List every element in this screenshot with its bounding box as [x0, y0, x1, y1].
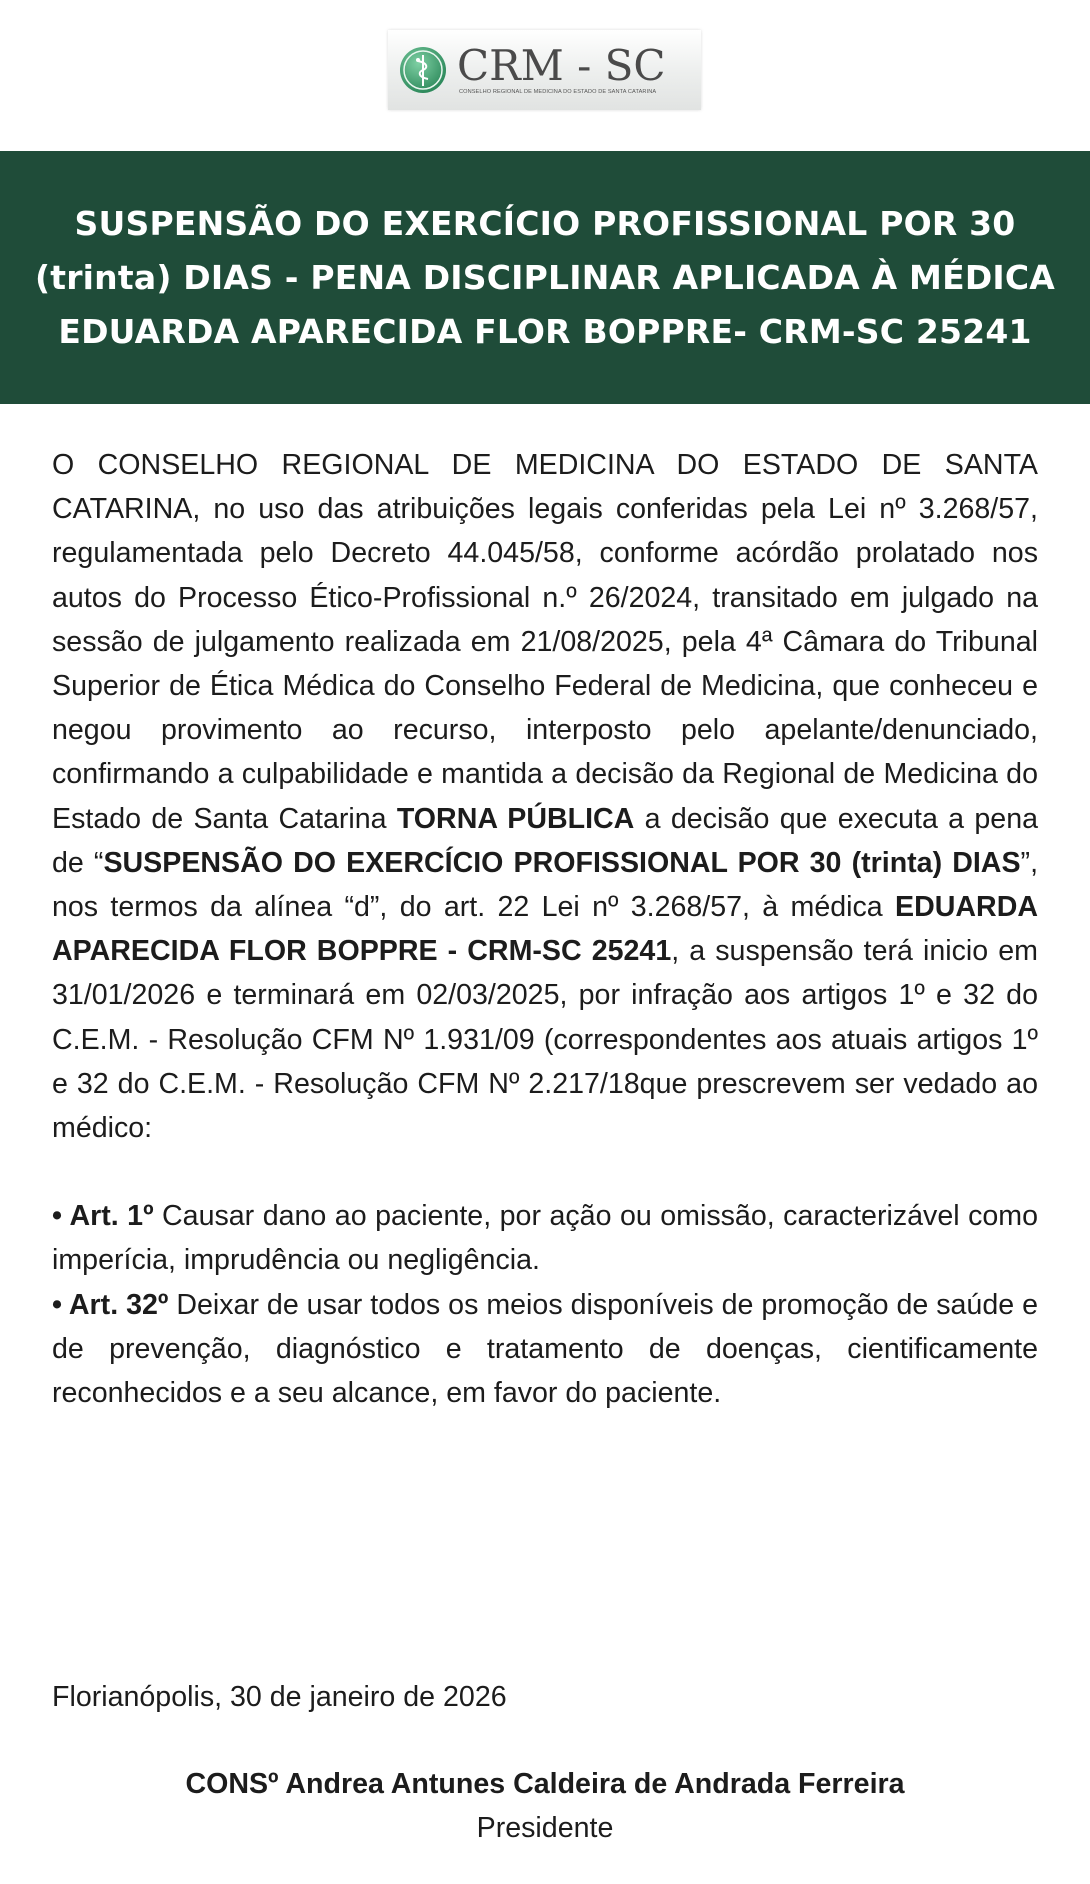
logo-name: CRM - SC	[457, 41, 666, 90]
article-text: Causar dano ao paciente, por ação ou omissão, caracterizável como imperícia, imprudência ou negligência.	[52, 1200, 1038, 1277]
signatory-name: CONSº Andrea Antunes Caldeira de Andrada Ferreira	[185, 1768, 905, 1800]
notice-text-4: , a suspensão terá inicio em 31/01/2026 e terminará em 02/03/2025, por infração aos artigos 1º e 32 do C.E.M. - Resolução CFM Nº 1.931/09 (correspondentes aos atuais artigos 1º e 32 do C.E.M. - Resolução CFM Nº 2.217/18que prescrevem ser vedado ao médico:	[52, 935, 1038, 1145]
article-text: Deixar de usar todos os meios disponíveis de promoção de saúde e de prevenção, diagnóstico e tratamento de doenças, cientificamente reconhecidos e a seu alcance, em favor do paciente.	[52, 1288, 1038, 1410]
page-title: SUSPENSÃO DO EXERCÍCIO PROFISSIONAL POR 30 (trinta) DIAS - PENA DISCIPLINAR APLICADA À MÉDICA EDUARDA APARECIDA FLOR BOPPRE- CRM-SC 25241	[34, 203, 1056, 351]
caduceus-emblem-icon	[398, 45, 448, 95]
article-item	[52, 1283, 1038, 1416]
signature-block	[0, 1762, 1090, 1850]
penalty-text: SUSPENSÃO DO EXERCÍCIO PROFISSIONAL POR 30 (trinta) DIAS	[103, 846, 1021, 879]
notice-paragraph	[52, 443, 1038, 1150]
article-label: • Art. 1º	[52, 1200, 154, 1233]
notice-body	[52, 443, 1038, 1415]
notice-text-3: ”, nos termos da alínea “d”, do art. 22 Lei nº 3.268/57, à médica	[52, 846, 1039, 924]
signatory-role: Presidente	[476, 1812, 614, 1844]
doctor-name: EDUARDA APARECIDA FLOR BOPPRE - CRM-SC 25241	[52, 891, 1038, 968]
notice-text-2: a decisão que executa a pena de “	[52, 802, 1038, 879]
article-item	[52, 1194, 1038, 1282]
torna-publica: TORNA PÚBLICA	[396, 802, 635, 835]
title-banner	[0, 151, 1090, 404]
logo-subtitle: CONSELHO REGIONAL DE MEDICINA DO ESTADO DE SANTA CATARINA	[459, 89, 657, 95]
article-label: • Art. 32º	[52, 1288, 169, 1321]
crm-sc-logo	[388, 30, 701, 110]
articles-list	[52, 1194, 1038, 1415]
place-date: Florianópolis, 30 de janeiro de 2026	[52, 1681, 507, 1713]
notice-intro: O CONSELHO REGIONAL DE MEDICINA DO ESTADO DE SANTA CATARINA, no uso das atribuições legais conferidas pela Lei nº 3.268/57, regulamentada pelo Decreto 44.045/58, conforme acórdão prolatado nos autos do Processo Ético-Profissional n.º 26/2024, transitado em julgado na sessão de julgamento realizada em 21/08/2025, pela 4ª Câmara do Tribunal Superior de Ética Médica do Conselho Federal de Medicina, que conheceu e negou provimento ao recurso, interposto pelo apelante/denunciado, confirmando a culpabilidade e mantida a decisão da Regional de Medicina do Estado de Santa Catarina	[52, 449, 1038, 835]
